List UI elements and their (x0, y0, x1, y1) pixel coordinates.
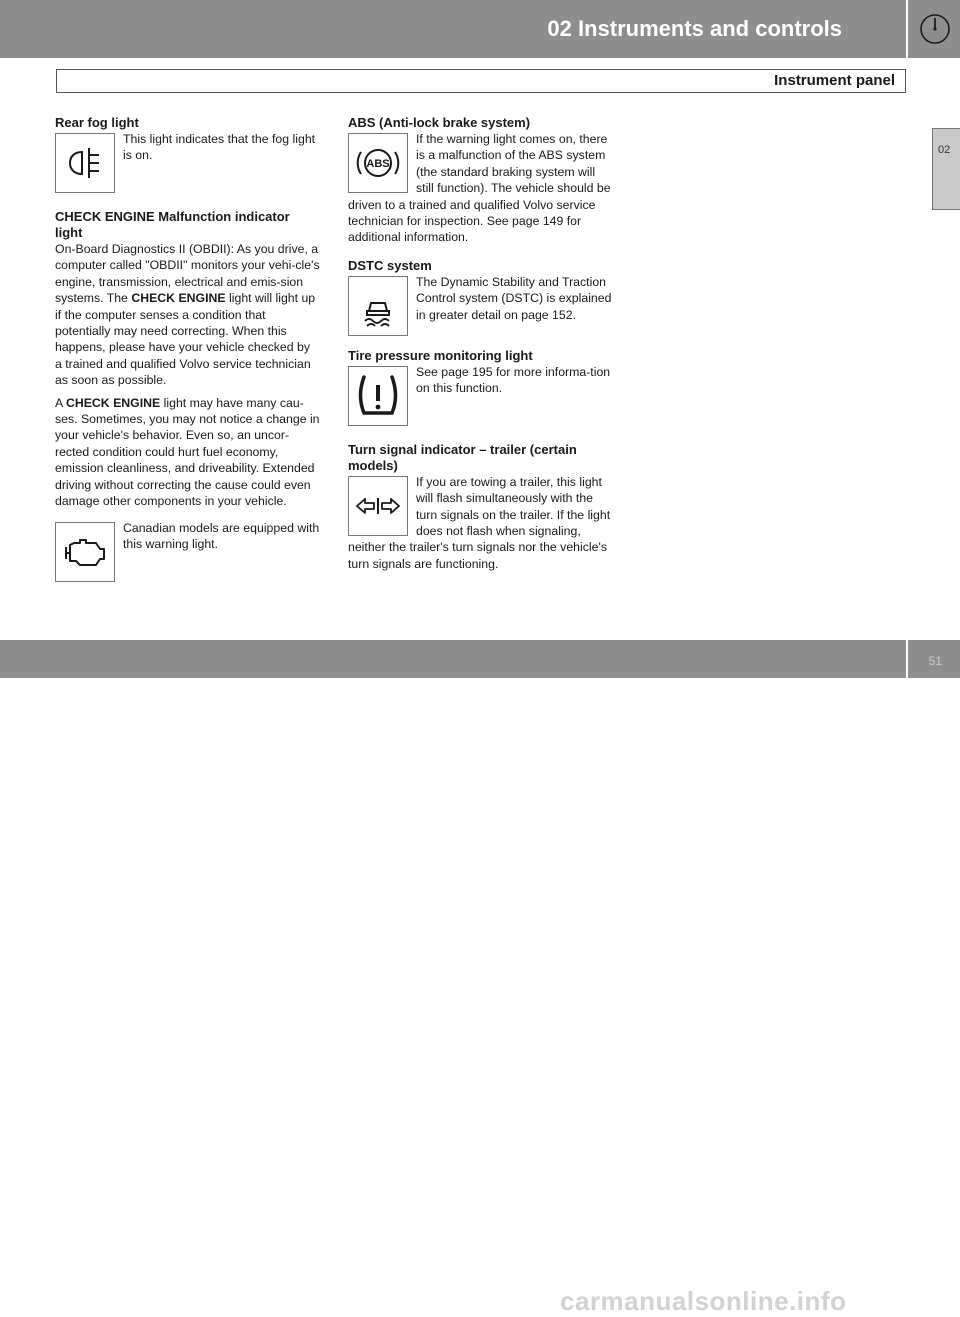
tire-section (348, 348, 614, 428)
dstc-heading: DSTC system (348, 257, 432, 273)
footer-bar (0, 640, 906, 1316)
watermark: carmanualsonline.info (560, 1286, 847, 1316)
abs-section (348, 115, 614, 246)
trailer-section (348, 442, 614, 572)
tire-text: See page 195 for more informa-tion on this function. (416, 364, 611, 396)
abs-text: If the warning light comes on, there is a malfunction of the ABS system (the standard braking system will still function). The vehicle should be driven to a trained and qualified Volvo service technician for inspection. See page 149 for additional information. (348, 132, 611, 245)
canadian-text: Canadian models are equipped with this warning light. (123, 520, 320, 551)
tire-icon-box (348, 366, 408, 426)
check-engine-para2: A CHECK ENGINE light may have many cau-ses. Sometimes, you may not notice a change in your vehicle's behavior. Even so, an uncor-rected condition could hurt fuel economy, emission cleanliness, and driveability. Extended driving without correcting the cause could even damage other components in your vehicle. (55, 395, 320, 509)
trailer-turn-signal-icon (349, 477, 407, 535)
chapter-tab[interactable] (932, 128, 960, 210)
section-title: Instrument panel (774, 72, 895, 89)
svg-text:ABS: ABS (366, 158, 390, 170)
rear-fog-icon-box (55, 133, 115, 193)
rear-fog-light-icon (56, 134, 114, 192)
check-engine-section (55, 209, 320, 584)
check-engine-icon-box (55, 522, 115, 582)
dstc-section (348, 258, 614, 338)
rear-fog-section (55, 115, 320, 195)
check-engine-icon (56, 523, 114, 581)
dstc-icon (349, 277, 407, 335)
dstc-icon-box (348, 276, 408, 336)
rear-fog-text: This light indicates that the fog light is on. (123, 132, 316, 163)
abs-heading: ABS (Anti-lock brake system) (348, 115, 531, 130)
gauge-icon (918, 10, 952, 48)
check-engine-heading: CHECK ENGINE Malfunction indicator light (55, 209, 290, 240)
abs-icon (349, 134, 407, 192)
tire-pressure-icon (349, 367, 407, 425)
trailer-text: If you are towing a trailer, this light will flash simultaneously with the turn signals on the trailer. If the light does not flash when signaling, neither the trailer's turn signals nor the vehicle's turn signals are functioning. (348, 474, 611, 571)
header-bar (0, 0, 906, 58)
canadian-block (55, 520, 320, 584)
page-number-box (908, 640, 960, 678)
abs-icon-box (348, 133, 408, 193)
corner-box (908, 0, 960, 58)
chapter-tab-label: 02 (938, 144, 951, 156)
dstc-text: The Dynamic Stability and Traction Control system (DSTC) is explained in greater detail on page 152. (416, 274, 612, 322)
right-column (348, 115, 614, 572)
chapter-title: 02 Instruments and controls (547, 16, 842, 41)
section-band (56, 69, 906, 93)
tire-heading: Tire pressure monitoring light (348, 347, 533, 363)
check-engine-para1: On-Board Diagnostics II (OBDII): As you drive, a computer called "OBDII" monitors your vehi-cle's engine, transmission, electrical and emis-sion systems. The CHECK ENGINE light will light up if the computer senses a condition that potentially may need correcting. When this happens, please have your vehicle checked by a trained and qualified Volvo service technician as soon as possible. (55, 242, 320, 388)
page-number: 51 (928, 654, 942, 668)
rear-fog-heading: Rear fog light (55, 115, 139, 130)
trailer-heading: Turn signal indicator – trailer (certain models) (348, 441, 577, 473)
left-column (55, 115, 320, 584)
trailer-icon-box (348, 476, 408, 536)
